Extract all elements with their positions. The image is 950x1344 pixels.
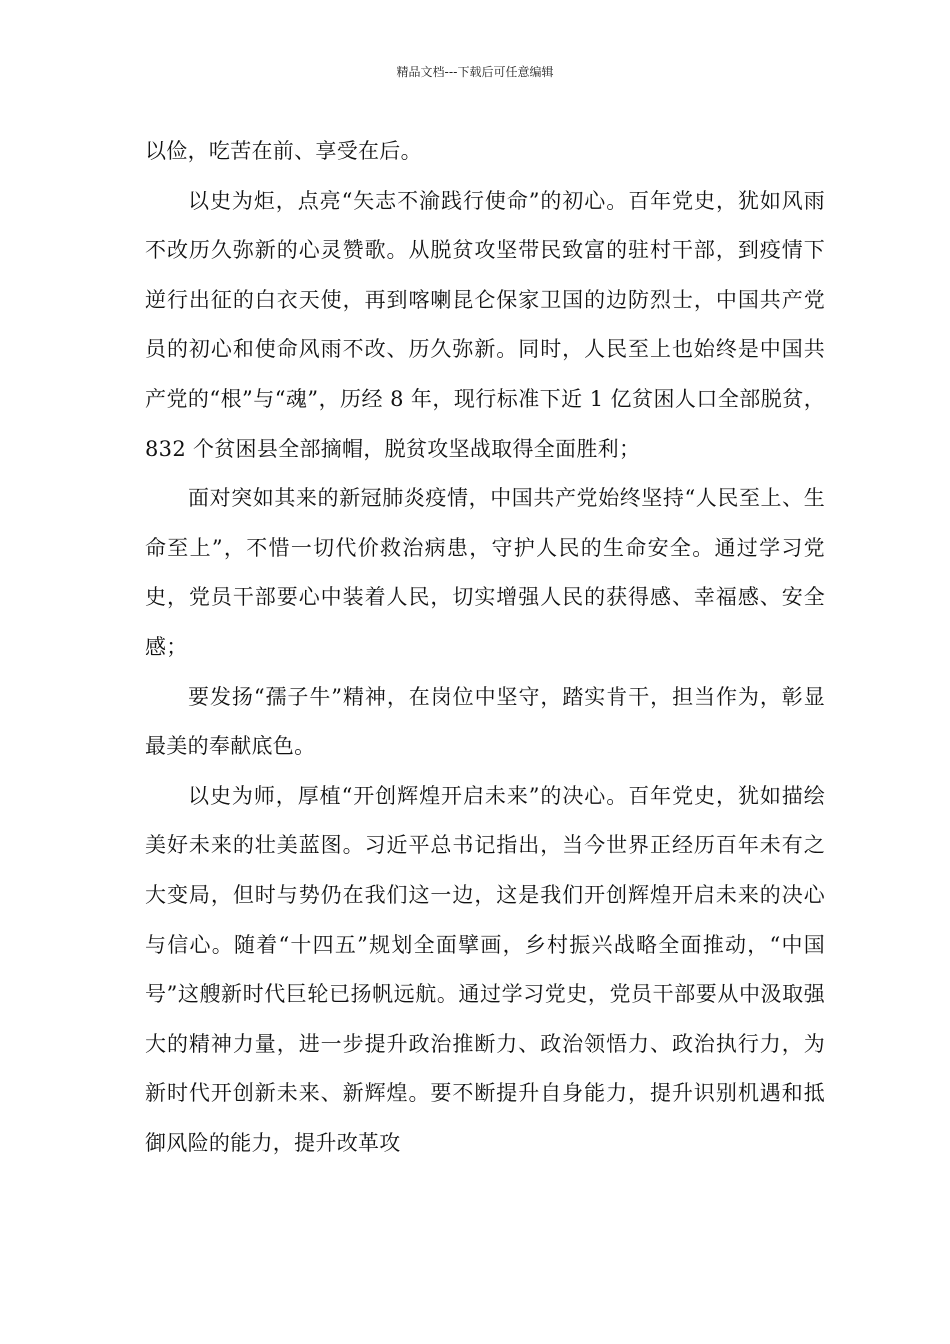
paragraph: 面对突如其来的新冠肺炎疫情，中国共产党始终坚持“人民至上、生命至上”，不惜一切代价救治病患，守护人民的生命安全。通过学习党史，党员干部要心中装着人民，切实增强人民的获得感、幸福感、安全感； (145, 486, 825, 659)
paragraph: 以史为师，厚植“开创辉煌开启未来”的决心。百年党史，犹如描绘美好未来的壮美蓝图。习近平总书记指出，当今世界正经历百年未有之大变局，但时与势仍在我们这一边，这是我们开创辉煌开启未来的决心与信心。随着“十四五”规划全面擘画，乡村振兴战略全面推动，“中国号”这艘新时代巨轮已扬帆远航。通过学习党史，党员干部要从中汲取强大的精神力量，进一步提升政治推断力、政治领悟力、政治执行力，为新时代开创新未来、新辉煌。要不断提升自身能力，提升识别机遇和抵御风险的能力，提升改革攻 (145, 783, 825, 1155)
paragraph-continuation: 以俭，吃苦在前、享受在后。 (145, 139, 422, 163)
document-body (145, 127, 825, 1168)
paragraph: 以史为炬，点亮“矢志不渝践行使命”的初心。百年党史，犹如风雨不改历久弥新的心灵赞歌。从脱贫攻坚带民致富的驻村干部，到疫情下逆行出征的白衣天使，再到喀喇昆仑保家卫国的边防烈士，中国共产党员的初心和使命风雨不改、历久弥新。同时，人民至上也始终是中国共产党的“根”与“魂”，历经 8 年，现行标准下近 1 亿贫困人口全部脱贫，832 个贫困县全部摘帽，脱贫攻坚战取得全面胜利； (145, 188, 825, 461)
paragraph: 要发扬“孺子牛”精神，在岗位中坚守，踏实肯干，担当作为，彰显最美的奉献底色。 (145, 684, 825, 759)
page-header: 精品文档---下载后可任意编辑 (396, 65, 554, 79)
